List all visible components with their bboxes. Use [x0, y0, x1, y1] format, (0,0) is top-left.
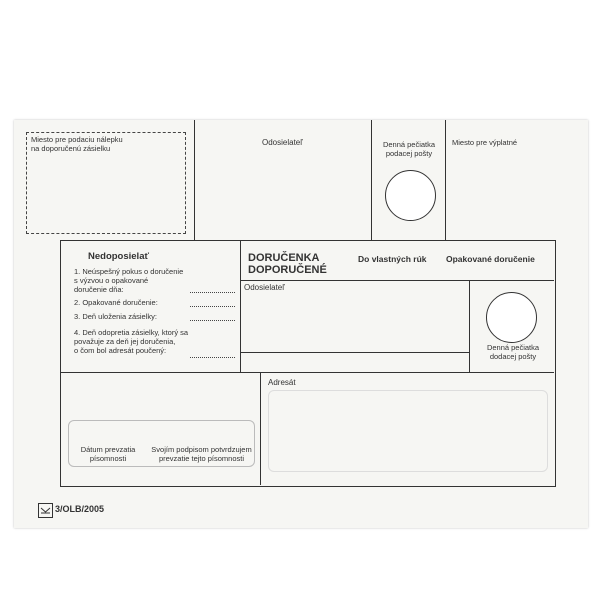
delivery-receipt-form	[14, 120, 588, 528]
middle-stamp-label: Denná pečiatka dodacej pošty	[486, 343, 540, 361]
top-stamp-label: Denná pečiatka podacej pošty	[382, 140, 436, 158]
fill-line-2	[190, 306, 235, 307]
postal-logo-icon	[38, 503, 53, 518]
fill-line-1	[190, 292, 235, 293]
divider	[260, 372, 261, 485]
top-sender-label: Odosielateľ	[262, 138, 303, 147]
divider	[60, 372, 554, 373]
label-placement-text: Miesto pre podaciu nálepku na doporučenú zásielku	[31, 135, 123, 153]
signature-label: Svojím podpisom potvrdzujem prevzatie tejto písomnosti	[151, 445, 252, 463]
nondeliver-item-3: 3. Deň uloženia zásielky:	[74, 312, 157, 321]
nondeliver-item-4: 4. Deň odopretia zásielky, ktorý sa považuje za deň jej doručenia, o čom bol adresát poučený:	[74, 328, 189, 355]
top-stamp-circle	[385, 170, 436, 221]
middle-sender-label: Odosielateľ	[244, 283, 285, 292]
nondeliver-title: Nedoposielať	[88, 251, 150, 262]
divider	[445, 120, 446, 240]
bottom-stamp-circle	[486, 292, 537, 343]
divider	[240, 352, 470, 353]
address-box	[268, 390, 548, 472]
addressee-label: Adresát	[268, 378, 296, 387]
own-hands-label: Do vlastných rúk	[358, 254, 427, 264]
postage-label: Miesto pre výplatné	[452, 138, 518, 147]
date-label: Dátum prevzatia písomnosti	[80, 445, 136, 463]
form-code: 3/OLB/2005	[55, 504, 105, 514]
divider	[469, 280, 470, 372]
repeat-delivery-label: Opakované doručenie	[446, 254, 535, 264]
divider	[240, 280, 554, 281]
receipt-title-1: DORUČENKA	[248, 252, 320, 264]
divider	[194, 120, 195, 240]
fill-line-3	[190, 320, 235, 321]
fill-line-4	[190, 357, 235, 358]
nondeliver-item-1: 1. Neúspešný pokus o doručenie s výzvou o opakované doručenie dňa:	[74, 267, 184, 294]
divider	[371, 120, 372, 240]
receipt-title-2: DOPORUČENÉ	[248, 264, 327, 276]
nondeliver-item-2: 2. Opakované doručenie:	[74, 298, 158, 307]
